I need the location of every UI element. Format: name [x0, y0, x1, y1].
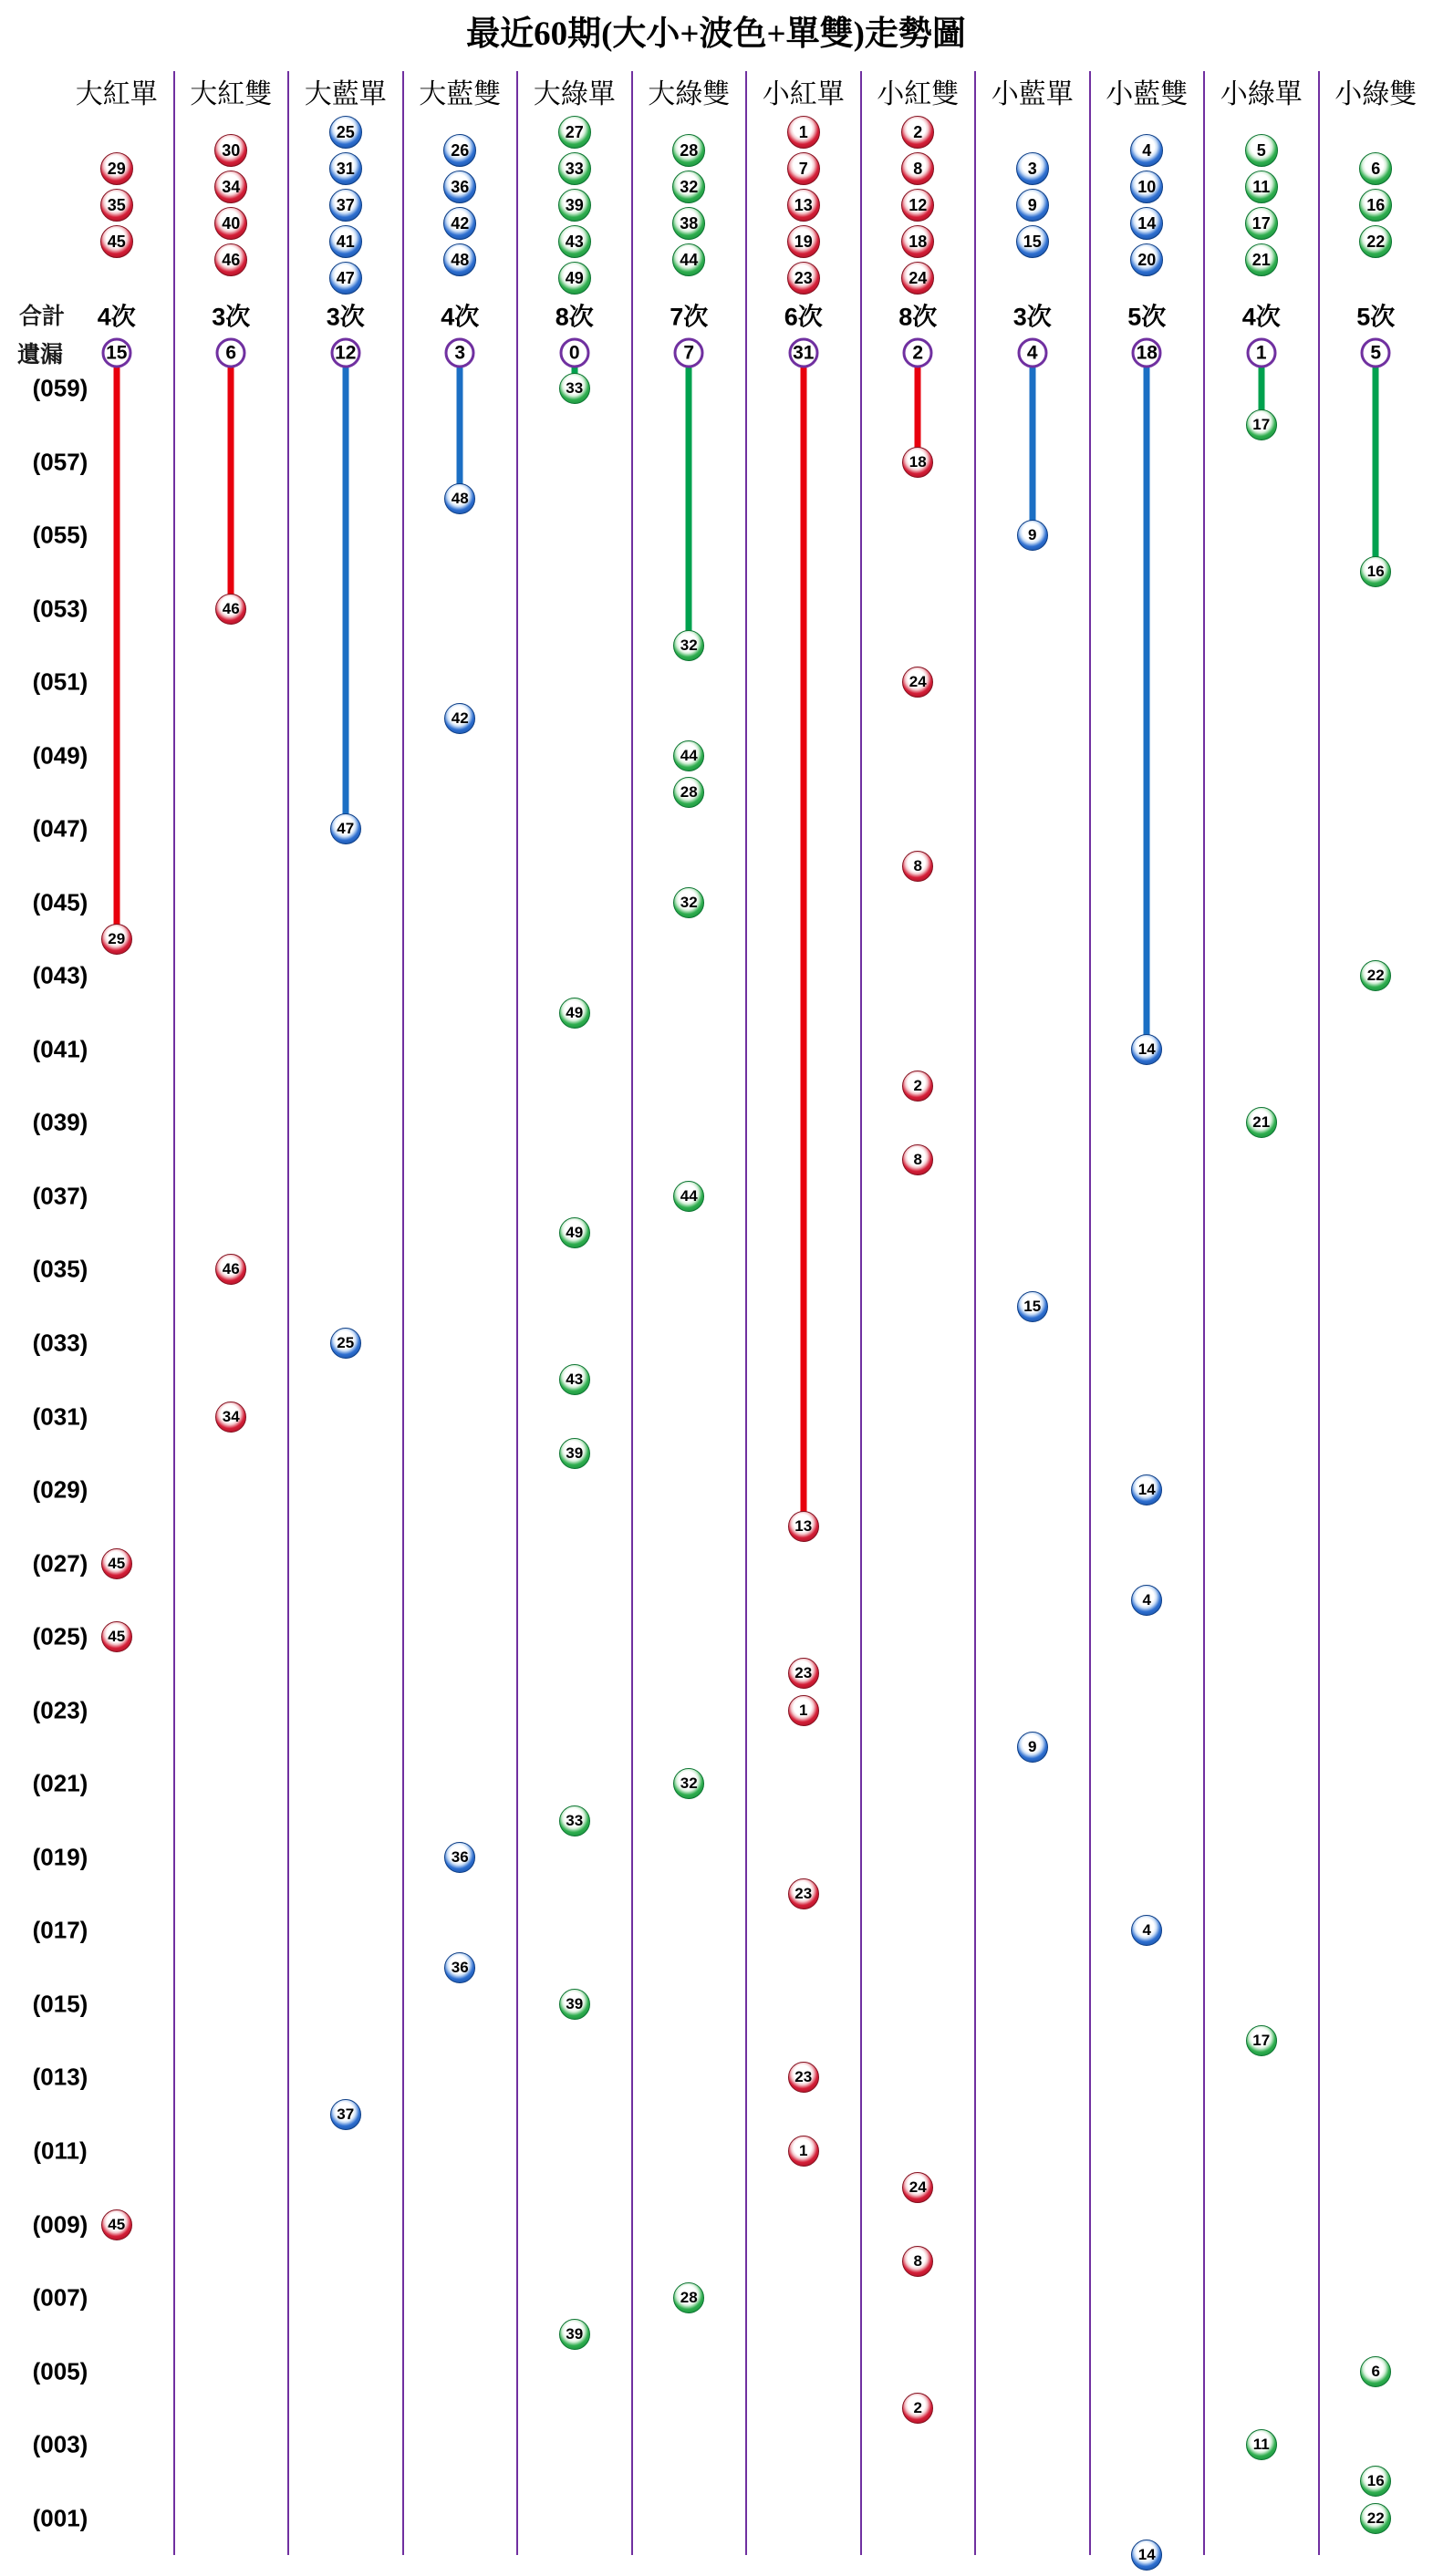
legend-ball: 41: [329, 225, 362, 258]
ball: 24: [902, 667, 933, 698]
column-header: 小綠單: [1220, 79, 1303, 109]
column-header: 大綠雙: [648, 79, 731, 109]
row-label: (037): [32, 1182, 88, 1210]
legend-ball: 20: [1130, 243, 1163, 276]
legend-ball: 21: [1245, 243, 1278, 276]
row-label: (015): [32, 1990, 88, 2018]
total-count: 8次: [898, 303, 938, 331]
column-header: 大藍雙: [419, 79, 502, 109]
legend-ball: 12: [901, 189, 934, 222]
legend-ball: 35: [100, 189, 133, 222]
row-label: (011): [33, 2136, 88, 2165]
legend-ball: 34: [214, 171, 247, 203]
trend-line: [1144, 367, 1150, 1050]
row-label: (017): [32, 1916, 88, 1944]
total-count: 4次: [97, 303, 136, 331]
ball: 42: [444, 703, 475, 734]
legend-ball: 24: [901, 262, 934, 295]
ball: 45: [101, 1548, 132, 1579]
total-count: 4次: [441, 303, 480, 331]
legend-ball: 47: [329, 262, 362, 295]
ball: 44: [673, 740, 704, 771]
row-label: (009): [32, 2210, 88, 2238]
legend-ball: 17: [1245, 207, 1278, 240]
legend-ball: 26: [443, 134, 476, 167]
ball: 28: [673, 777, 704, 808]
row-label: (049): [32, 741, 88, 770]
ball: 33: [559, 373, 590, 404]
legend-ball: 8: [901, 152, 934, 185]
ball: 49: [559, 998, 590, 1029]
ball: 9: [1017, 520, 1048, 551]
chart-title: 最近60期(大小+波色+單雙)走勢圖: [466, 16, 966, 53]
ball: 39: [559, 1438, 590, 1469]
ball: 44: [673, 1181, 704, 1212]
legend-ball: 23: [787, 262, 820, 295]
legend-ball: 28: [672, 134, 705, 167]
ball: 23: [788, 1878, 819, 1909]
row-label: (027): [32, 1549, 88, 1578]
ball: 39: [559, 2319, 590, 2350]
row-label: (023): [32, 1696, 88, 1724]
row-label: (035): [32, 1255, 88, 1283]
column-separator: [1203, 71, 1205, 2555]
ball: 37: [330, 2099, 361, 2130]
total-side-label: 合計: [18, 305, 66, 329]
row-label: (057): [32, 448, 88, 476]
legend-ball: 29: [100, 152, 133, 185]
row-label: (055): [32, 521, 88, 549]
ball: 23: [788, 1658, 819, 1689]
ball: 32: [673, 887, 704, 918]
row-label: (001): [32, 2504, 88, 2532]
trend-line: [1029, 367, 1035, 535]
column-separator: [974, 71, 976, 2555]
miss-circle: 31: [788, 338, 818, 368]
row-label: (025): [32, 1622, 88, 1650]
ball: 22: [1360, 960, 1391, 991]
ball: 48: [444, 483, 475, 514]
miss-circle: 6: [216, 338, 246, 368]
column-header: 小藍雙: [1106, 79, 1189, 109]
trend-line: [1373, 367, 1379, 572]
legend-ball: 38: [672, 207, 705, 240]
total-count: 4次: [1241, 303, 1281, 331]
ball: 14: [1131, 1474, 1162, 1505]
legend-ball: 37: [329, 189, 362, 222]
total-count: 3次: [326, 303, 365, 331]
column-separator: [1089, 71, 1091, 2555]
legend-ball: 6: [1359, 152, 1392, 185]
legend-ball: 44: [672, 243, 705, 276]
column-separator: [1318, 71, 1320, 2555]
row-label: (047): [32, 814, 88, 843]
miss-side-label: 遺漏: [16, 343, 64, 367]
ball: 8: [902, 1144, 933, 1175]
column-separator: [631, 71, 633, 2555]
column-separator: [287, 71, 289, 2555]
legend-ball: 43: [558, 225, 591, 258]
ball: 34: [215, 1402, 246, 1433]
legend-ball: 7: [787, 152, 820, 185]
legend-ball: 36: [443, 171, 476, 203]
ball: 9: [1017, 1732, 1048, 1763]
ball: 21: [1246, 1107, 1277, 1138]
ball: 32: [673, 630, 704, 661]
ball: 16: [1360, 556, 1391, 587]
ball: 39: [559, 1989, 590, 2020]
legend-ball: 15: [1016, 225, 1049, 258]
column-header: 大紅單: [75, 79, 158, 109]
column-header: 小藍單: [991, 79, 1074, 109]
legend-ball: 2: [901, 116, 934, 149]
miss-circle: 7: [674, 338, 704, 368]
row-label: (033): [32, 1329, 88, 1357]
total-count: 3次: [1012, 303, 1052, 331]
row-label: (051): [32, 667, 88, 696]
ball: 14: [1131, 1034, 1162, 1065]
miss-circle: 5: [1361, 338, 1391, 368]
row-label: (007): [32, 2283, 88, 2312]
row-label: (021): [32, 1769, 88, 1797]
legend-ball: 22: [1359, 225, 1392, 258]
ball: 28: [673, 2282, 704, 2313]
total-count: 6次: [784, 303, 823, 331]
ball: 4: [1131, 1585, 1162, 1616]
legend-ball: 16: [1359, 189, 1392, 222]
ball: 1: [788, 1695, 819, 1726]
legend-ball: 18: [901, 225, 934, 258]
column-header: 大紅雙: [190, 79, 273, 109]
trend-line: [342, 367, 348, 829]
row-label: (031): [32, 1402, 88, 1431]
legend-ball: 9: [1016, 189, 1049, 222]
ball: 32: [673, 1768, 704, 1799]
ball: 29: [101, 924, 132, 955]
legend-ball: 30: [214, 134, 247, 167]
ball: 17: [1246, 409, 1277, 440]
legend-ball: 32: [672, 171, 705, 203]
row-label: (003): [32, 2430, 88, 2458]
column-header: 大綠單: [533, 79, 616, 109]
column-separator: [402, 71, 404, 2555]
column-separator: [173, 71, 175, 2555]
ball: 49: [559, 1217, 590, 1248]
ball: 15: [1017, 1291, 1048, 1322]
total-count: 5次: [1356, 303, 1396, 331]
row-label: (013): [32, 2063, 88, 2091]
miss-circle: 2: [903, 338, 933, 368]
legend-ball: 19: [787, 225, 820, 258]
row-label: (041): [32, 1035, 88, 1063]
legend-ball: 14: [1130, 207, 1163, 240]
ball: 8: [902, 851, 933, 882]
legend-ball: 4: [1130, 134, 1163, 167]
miss-circle: 0: [559, 338, 589, 368]
legend-ball: 31: [329, 152, 362, 185]
ball: 8: [902, 2246, 933, 2277]
legend-ball: 40: [214, 207, 247, 240]
legend-ball: 46: [214, 243, 247, 276]
trend-line: [457, 367, 463, 499]
miss-circle: 3: [445, 338, 475, 368]
row-label: (045): [32, 888, 88, 916]
miss-circle: 1: [1246, 338, 1276, 368]
ball: 36: [444, 1952, 475, 1983]
ball: 46: [215, 594, 246, 625]
ball: 43: [559, 1364, 590, 1395]
miss-circle: 12: [330, 338, 360, 368]
ball: 33: [559, 1805, 590, 1836]
row-label: (005): [32, 2357, 88, 2385]
row-label: (039): [32, 1108, 88, 1136]
legend-ball: 49: [558, 262, 591, 295]
ball: 16: [1360, 2466, 1391, 2497]
column-separator: [745, 71, 747, 2555]
ball: 4: [1131, 1915, 1162, 1946]
legend-ball: 5: [1245, 134, 1278, 167]
legend-ball: 42: [443, 207, 476, 240]
ball: 18: [902, 447, 933, 478]
row-label: (043): [32, 961, 88, 989]
ball: 24: [902, 2172, 933, 2203]
ball: 1: [788, 2136, 819, 2167]
legend-ball: 1: [787, 116, 820, 149]
legend-ball: 25: [329, 116, 362, 149]
ball: 46: [215, 1254, 246, 1285]
column-header: 小綠雙: [1334, 79, 1417, 109]
ball: 6: [1360, 2356, 1391, 2387]
legend-ball: 13: [787, 189, 820, 222]
legend-ball: 45: [100, 225, 133, 258]
ball: 45: [101, 1621, 132, 1652]
legend-ball: 3: [1016, 152, 1049, 185]
ball: 13: [788, 1511, 819, 1542]
ball: 36: [444, 1842, 475, 1873]
miss-circle: 4: [1017, 338, 1047, 368]
ball: 45: [101, 2209, 132, 2240]
legend-ball: 48: [443, 243, 476, 276]
legend-ball: 33: [558, 152, 591, 185]
row-label: (059): [32, 374, 88, 402]
ball: 23: [788, 2062, 819, 2093]
trend-line: [228, 367, 234, 609]
total-count: 7次: [670, 303, 709, 331]
ball: 2: [902, 2393, 933, 2424]
ball: 14: [1131, 2540, 1162, 2571]
legend-ball: 27: [558, 116, 591, 149]
column-header: 小紅雙: [877, 79, 960, 109]
column-header: 大藍單: [304, 79, 387, 109]
row-label: (029): [32, 1475, 88, 1504]
ball: 22: [1360, 2503, 1391, 2534]
trend-line: [113, 367, 119, 939]
legend-ball: 10: [1130, 171, 1163, 203]
total-count: 5次: [1127, 303, 1167, 331]
legend-ball: 39: [558, 189, 591, 222]
ball: 25: [330, 1328, 361, 1359]
column-separator: [516, 71, 518, 2555]
ball: 47: [330, 813, 361, 844]
row-label: (053): [32, 595, 88, 623]
column-separator: [860, 71, 862, 2555]
ball: 17: [1246, 2025, 1277, 2056]
column-header: 小紅單: [762, 79, 845, 109]
trend-line: [800, 367, 806, 1526]
total-count: 3次: [212, 303, 251, 331]
ball: 11: [1246, 2429, 1277, 2460]
ball: 2: [902, 1071, 933, 1102]
miss-circle: 15: [101, 338, 131, 368]
trend-line: [686, 367, 692, 646]
total-count: 8次: [555, 303, 594, 331]
legend-ball: 11: [1245, 171, 1278, 203]
row-label: (019): [32, 1843, 88, 1871]
miss-circle: 18: [1132, 338, 1162, 368]
